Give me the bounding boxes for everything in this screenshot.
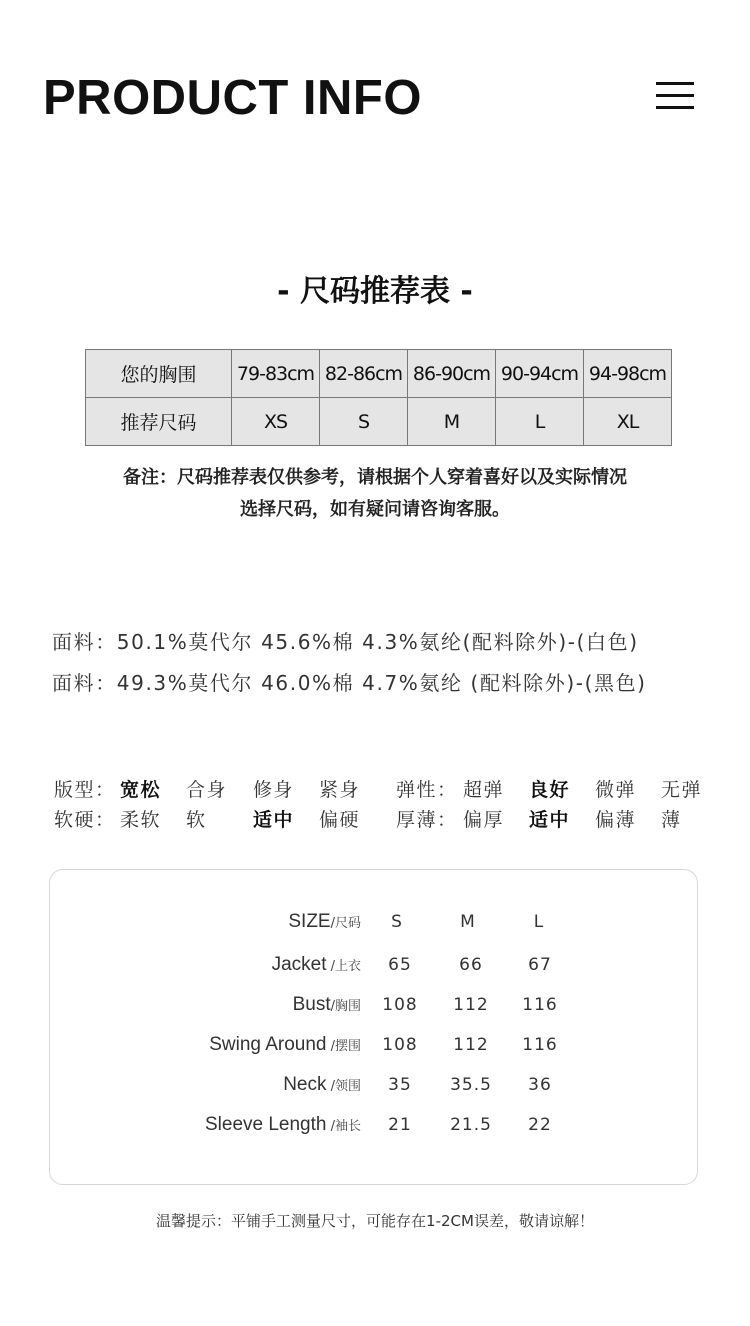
softness-label: 软硬：	[54, 809, 116, 831]
attribute-row	[0, 805, 750, 835]
size-recommendation-title: - 尺码推荐表 -	[277, 274, 473, 309]
thickness-option-selected: 适中	[529, 809, 571, 831]
thickness-option: 薄	[661, 809, 682, 831]
measurement-value: 66	[459, 955, 483, 975]
measurement-row	[50, 1030, 699, 1060]
thickness-option: 偏厚	[463, 809, 505, 831]
table-row	[86, 398, 672, 446]
measurement-value: M	[460, 912, 476, 932]
measurement-label	[205, 1110, 361, 1142]
size-cell: XL	[584, 398, 672, 446]
measurement-value: 108	[382, 995, 418, 1015]
softness-option: 软	[186, 809, 207, 831]
fit-option-selected: 宽松	[120, 779, 162, 801]
menu-icon[interactable]	[656, 82, 694, 110]
bust-range-cell: 94-98cm	[584, 350, 672, 398]
bust-range-cell: 79-83cm	[232, 350, 320, 398]
measurement-label	[288, 907, 361, 939]
measurement-label-en: Sleeve Length	[204, 1114, 327, 1135]
measurement-row	[50, 950, 699, 980]
thickness-label: 厚薄：	[396, 809, 458, 831]
measurement-value: 116	[522, 995, 558, 1015]
measurement-value: 35.5	[450, 1075, 492, 1095]
elasticity-label: 弹性：	[396, 779, 458, 801]
measurement-value: 67	[528, 955, 552, 975]
measurement-value: 112	[453, 1035, 489, 1055]
table-row	[86, 350, 672, 398]
measurement-tip: 温馨提示：平铺手工测量尺寸，可能存在1-2CM误差，敬请谅解！	[156, 1212, 594, 1230]
measurement-value: 65	[388, 955, 412, 975]
size-note	[0, 462, 750, 526]
measurement-label-cn: /尺码	[330, 916, 361, 931]
measurement-row	[50, 1110, 699, 1140]
size-cell: M	[408, 398, 496, 446]
elasticity-option: 无弹	[661, 779, 703, 801]
measurement-label	[283, 1070, 361, 1102]
elasticity-option: 超弹	[463, 779, 505, 801]
fabric-white: 面料：50.1%莫代尔 45.6%棉 4.3%氨纶(配料除外)-(白色)	[52, 630, 639, 654]
measurement-value: 116	[522, 1035, 558, 1055]
page-title: PRODUCT INFO	[43, 71, 422, 125]
measurement-label-en: Bust	[292, 994, 331, 1015]
measurement-value: 35	[388, 1075, 412, 1095]
row-label-bust: 您的胸围	[86, 350, 232, 398]
measurement-row	[50, 907, 699, 937]
measurement-value: 22	[528, 1115, 552, 1135]
measurement-row	[50, 1070, 699, 1100]
elasticity-option: 微弹	[595, 779, 637, 801]
size-recommendation-table	[85, 349, 672, 446]
measurement-label-cn: /袖长	[326, 1119, 361, 1134]
bust-range-cell: 86-90cm	[408, 350, 496, 398]
size-note-line: 选择尺码，如有疑问请咨询客服。	[240, 499, 510, 520]
thickness-option: 偏薄	[595, 809, 637, 831]
elasticity-option-selected: 良好	[529, 779, 571, 801]
size-cell: S	[320, 398, 408, 446]
fit-option: 紧身	[319, 779, 361, 801]
fit-option: 合身	[186, 779, 228, 801]
measurement-value: 21	[388, 1115, 412, 1135]
measurement-label-cn: /领围	[326, 1079, 361, 1094]
measurement-label-en: Swing Around	[209, 1034, 327, 1055]
measurement-card	[49, 869, 698, 1185]
measurement-label-cn: /上衣	[326, 959, 361, 974]
fit-option: 修身	[253, 779, 295, 801]
measurement-label-cn: /胸围	[330, 999, 361, 1014]
size-cell: L	[496, 398, 584, 446]
measurement-label-en: Jacket	[271, 954, 327, 975]
measurement-label	[209, 1030, 361, 1062]
measurement-label	[293, 990, 361, 1022]
measurement-label-en: Neck	[283, 1074, 327, 1095]
measurement-label-en: SIZE	[288, 911, 331, 932]
measurement-value: 21.5	[450, 1115, 492, 1135]
size-cell: XS	[232, 398, 320, 446]
measurement-row	[50, 990, 699, 1020]
measurement-label	[272, 950, 361, 982]
fabric-black: 面料：49.3%莫代尔 46.0%棉 4.7%氨纶 (配料除外)-(黑色)	[52, 671, 647, 695]
row-label-size: 推荐尺码	[86, 398, 232, 446]
fit-label: 版型：	[54, 779, 116, 801]
measurement-value: 108	[382, 1035, 418, 1055]
bust-range-cell: 90-94cm	[496, 350, 584, 398]
measurement-value: S	[391, 912, 403, 932]
softness-option: 柔软	[120, 809, 162, 831]
measurement-label-cn: /摆围	[326, 1039, 361, 1054]
softness-option: 偏硬	[319, 809, 361, 831]
measurement-value: 36	[528, 1075, 552, 1095]
attribute-row	[0, 775, 750, 805]
softness-option-selected: 适中	[253, 809, 295, 831]
measurement-value: L	[533, 912, 545, 932]
size-note-line: 备注：尺码推荐表仅供参考，请根据个人穿着喜好以及实际情况	[123, 467, 627, 488]
measurement-value: 112	[453, 995, 489, 1015]
bust-range-cell: 82-86cm	[320, 350, 408, 398]
